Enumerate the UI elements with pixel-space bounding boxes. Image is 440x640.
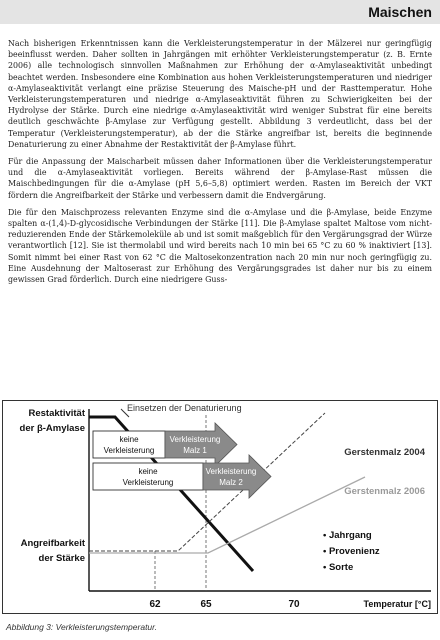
x-tick-label: 65 <box>200 599 212 610</box>
figure-box <box>2 400 438 614</box>
ylabel-top-2: der β-Amylase <box>19 423 85 434</box>
x-tick-label: 70 <box>288 599 300 610</box>
section-title: Maischen <box>368 4 432 20</box>
paragraph: Die für den Maischprozess relevanten Enzyme sind die α-Amylase und die β-Amylase, beide Enzyme spalten α-(1,4)-D-glycosidische Verbindungen der Stärke [11]. Die β-Amylase spaltet Maltose vom nicht-reduzierenden Ende der Stärkemoleküle ab und ist somit maßgeblich für den Vergärungsgrad der Würze verantwortlich [12]. Sie ist thermolabil und wird bereits nach 10 min bei 65 °C zu 60 % inaktiviert [13]. Somit nimmt bei einer Rast von 62 °C die Maltosekonzentration nach 20 min nur noch geringfügig zu. Eine Ausdehnung der Maltoserast zur Erhöhung des Vergärungsgrades ist daher nur bis zu einem gewissen Grad förderlich. Durch eine niedrigere Guss- <box>8 207 432 285</box>
ylabel-top: Restaktivität <box>28 408 85 419</box>
row2-arrow-text: Verkleisterung <box>205 467 257 476</box>
row2-keine-text: keine <box>138 467 158 476</box>
row1-keine-text: keine <box>119 435 139 444</box>
figure-diagram <box>3 401 439 615</box>
row2-verkleisterung-arrow <box>203 455 271 498</box>
paragraph: Nach bisherigen Erkenntnissen kann die Verkleisterungstemperatur in der Mälzerei nur geringfügig beeinflusst werden. Daher sollten in Jahrgängen mit erhöhter Verkleisterungstemperatur (z. B. Ernte 2006) alle technologisch sinnvollen Maßnahmen zur Erhöhung der α-Amylaseaktivität unbedingt beachtet werden. Insbesondere eine Kombination aus hohen Verkleisterungstemperaturen und niedriger α-Amylaseaktivität verlangt eine präzise Steuerung des Maische-pH und der Rasttemperatur. Hohe Verkleisterungstemperaturen und niedrige α-Amylaseaktivität führen zu Schwierigkeiten bei der Hydrolyse der Stärke. Durch eine niedrige α-Amylaseaktivität wird weniger Substrat für eine bereits deutlich geschwächte β-Amylase zur Verfügung gestellt. Abbildung 3 verdeutlicht, dass bei der Temperatur (Verkleisterungstemperatur), ab der die Stärke angreifbar ist, bereits die beginnende Denaturierung zu einer Abnahme der Restaktivität der β-Amylase führt. <box>8 39 432 149</box>
row1-keine-text-2: Verkleisterung <box>103 446 155 455</box>
series-label-2006: Gerstenmalz 2006 <box>344 486 425 497</box>
body-text <box>8 38 432 291</box>
series-label-2004: Gerstenmalz 2004 <box>344 447 425 458</box>
row2-arrow-text-2: Malz 2 <box>219 478 243 487</box>
factor-item: • Jahrgang <box>323 530 372 541</box>
row2-keine-text-2: Verkleisterung <box>122 478 174 487</box>
denaturation-label: Einsetzen der Denaturierung <box>127 403 242 413</box>
row1-arrow-text: Verkleisterung <box>169 435 221 444</box>
ylabel-bottom-2: der Stärke <box>38 553 85 564</box>
x-tick-label: 62 <box>149 599 161 610</box>
factor-item: • Provenienz <box>323 546 380 557</box>
row1-verkleisterung-arrow <box>165 423 237 466</box>
ylabel-bottom: Angreifbarkeit <box>20 538 85 549</box>
figure-caption: Abbildung 3: Verkleisterungstemperatur. <box>6 622 158 632</box>
paragraph: Für die Anpassung der Maischarbeit müssen daher Informationen über die Verkleisterungstemperatur und die α-Amylaseaktivität vorliegen. Bereits während der β-Amylase-Rast müssen die Maischbedingungen für die α-Amylase (pH 5,6–5,8) optimiert werden. Rasten im Bereich der VKT fördern die Angreifbarkeit der Stärke und verbessern damit die Endvergärung. <box>8 157 432 200</box>
x-axis-label: Temperatur [°C] <box>363 599 431 609</box>
factor-item: • Sorte <box>323 562 354 573</box>
row1-arrow-text-2: Malz 1 <box>183 446 207 455</box>
